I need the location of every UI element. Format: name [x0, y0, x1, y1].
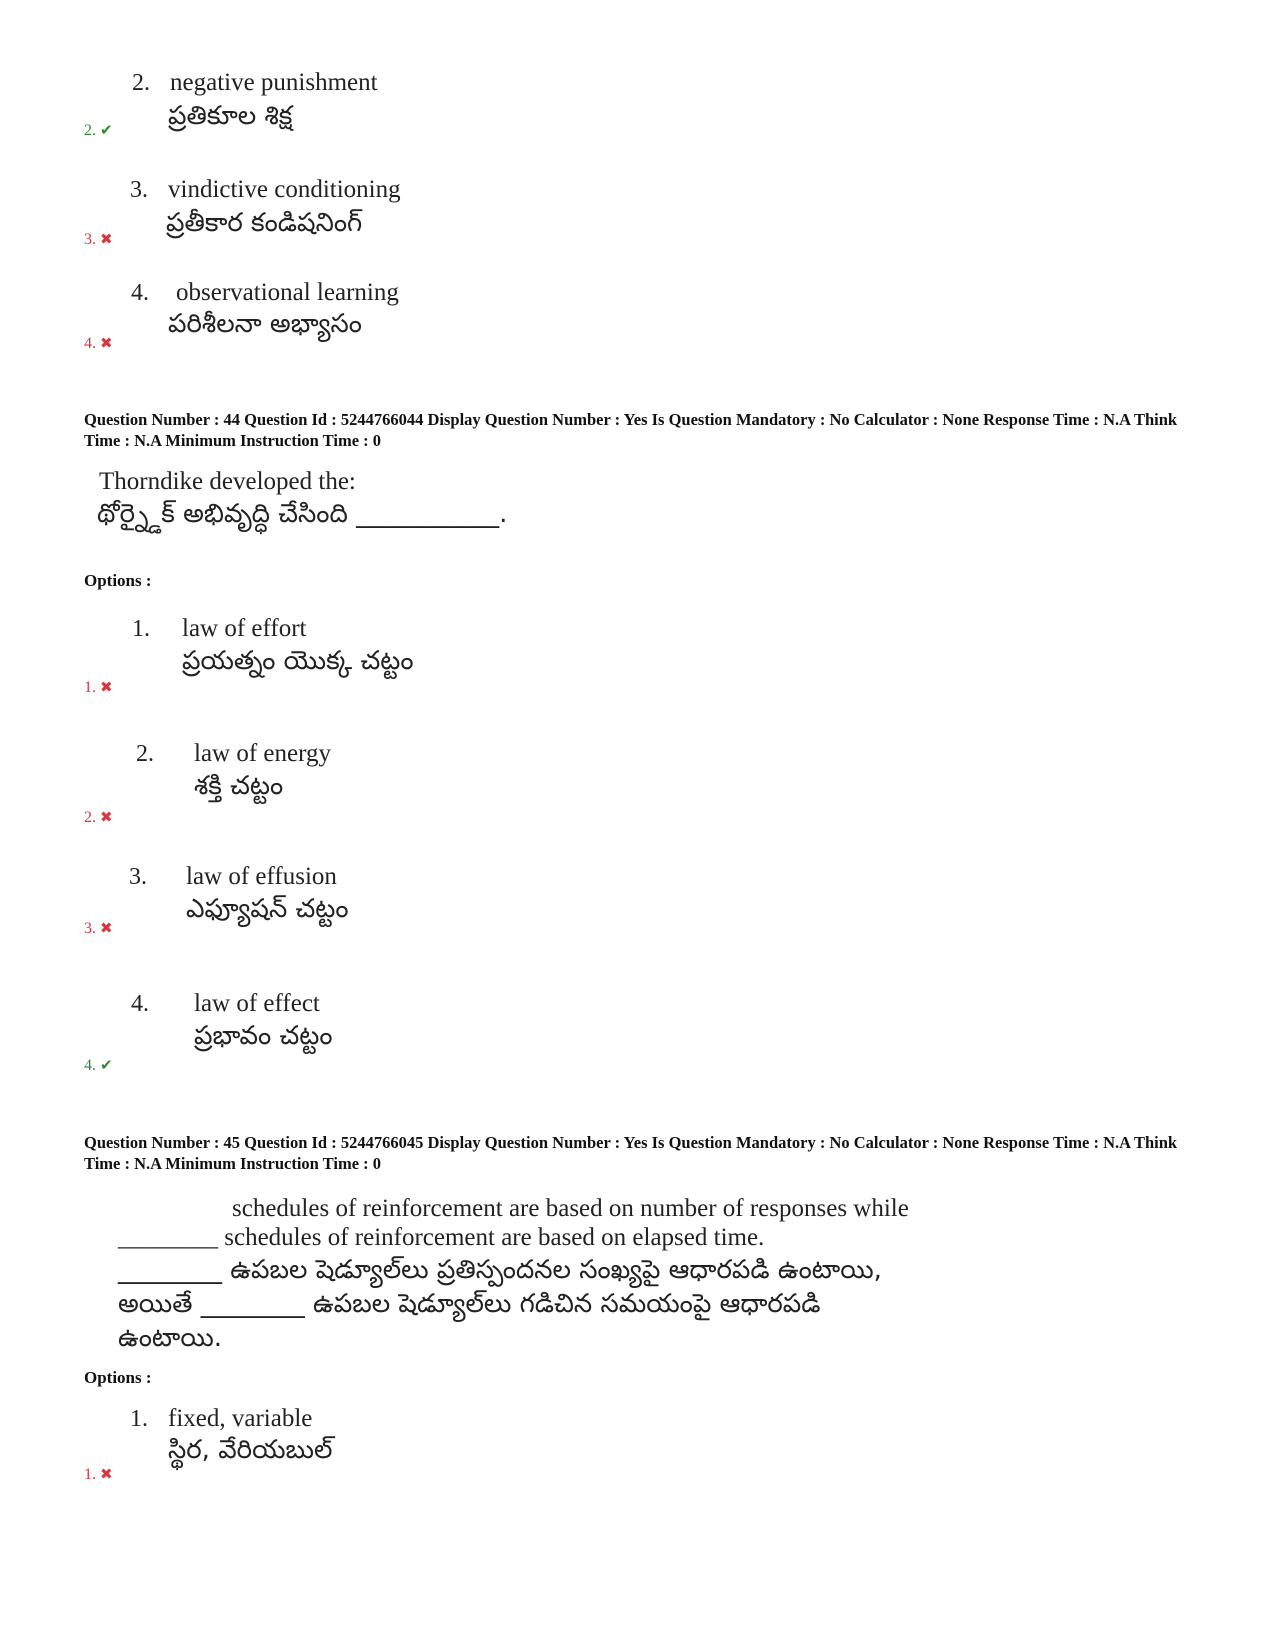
cross-icon: ✖ [100, 678, 113, 696]
question-meta: Question Number : 44 Question Id : 5244766044 Display Question Number : Yes Is Question Mandatory : No Calculator : None Response Time : N.A Think Time : N.A Minimum Instruction Time : 0 [84, 410, 1178, 450]
option-text-te: ఎఫ్యూషన్ చట్టం [186, 894, 349, 924]
option-marker: 4. ✔ [84, 1056, 113, 1074]
option-number: 1. [132, 616, 150, 642]
cross-icon: ✖ [100, 1465, 113, 1483]
option-text-en: law of effect [194, 990, 320, 1017]
option-text-te: ప్రయత్నం యొక్క చట్టం [182, 646, 414, 676]
option-number: 4. [131, 991, 149, 1017]
option-marker: 3. ✖ [84, 230, 113, 248]
option-text-en: law of effusion [186, 863, 337, 890]
check-icon: ✔ [100, 121, 113, 139]
option-number: 3. [130, 177, 148, 203]
option-text-en: law of effort [182, 615, 307, 642]
option-marker: 1. ✖ [84, 678, 113, 696]
question-text-te: థోర్న్డైక్ అభివృద్ధి చేసింది ___________. [97, 499, 508, 529]
options-label: Options : [84, 1368, 152, 1387]
option-text-en: observational learning [176, 279, 399, 306]
option-number: 2. [132, 70, 150, 96]
cross-icon: ✖ [100, 919, 113, 937]
question-text-line: schedules of reinforcement are based on number of responses while [232, 1195, 909, 1222]
check-icon: ✔ [100, 1056, 113, 1074]
option-text-en: negative punishment [170, 69, 378, 96]
option-text-en: law of energy [194, 740, 331, 767]
cross-icon: ✖ [100, 808, 113, 826]
option-marker: 4. ✖ [84, 334, 113, 352]
option-number: 4. [131, 280, 149, 306]
options-label: Options : [84, 571, 152, 590]
option-marker: 2. ✔ [84, 121, 113, 139]
option-text-en: fixed, variable [168, 1405, 313, 1432]
option-text-te: ప్రతీకార కండిషనింగ్ [166, 208, 363, 238]
option-text-te: ప్రభావం చట్టం [194, 1021, 333, 1051]
question-text-en: Thorndike developed the: [99, 468, 356, 495]
option-number: 2. [136, 741, 154, 767]
option-text-te: శక్తి చట్టం [194, 771, 284, 801]
option-marker: 3. ✖ [84, 919, 113, 937]
question-meta: Question Number : 45 Question Id : 5244766045 Display Question Number : Yes Is Question Mandatory : No Calculator : None Response Time : N.A Think Time : N.A Minimum Instruction Time : 0 [84, 1133, 1178, 1173]
option-number: 1. [130, 1406, 148, 1432]
cross-icon: ✖ [100, 334, 113, 352]
question-text-te-line: ________ ఉపబల షెడ్యూల్‌లు ప్రతిస్పందనల సంఖ్యపై ఆధారపడి ఉంటాయి, [118, 1255, 882, 1285]
question-text-line: ________ schedules of reinforcement are based on elapsed time. [118, 1224, 765, 1251]
question-text-te-line: ఉంటాయి. [118, 1323, 223, 1353]
option-marker: 1. ✖ [84, 1465, 113, 1483]
question-text-te-line: అయితే ________ ఉపబల షెడ్యూల్‌లు గడిచిన సమయంపై ఆధారపడి [118, 1289, 821, 1319]
option-marker: 2. ✖ [84, 808, 113, 826]
option-number: 3. [129, 864, 147, 890]
option-text-te: ప్రతికూల శిక్ష [168, 101, 293, 131]
cross-icon: ✖ [100, 230, 113, 248]
option-text-en: vindictive conditioning [168, 176, 401, 203]
option-text-te: స్థిర, వేరియబుల్ [168, 1435, 333, 1465]
option-text-te: పరిశీలనా అభ్యాసం [168, 309, 362, 339]
